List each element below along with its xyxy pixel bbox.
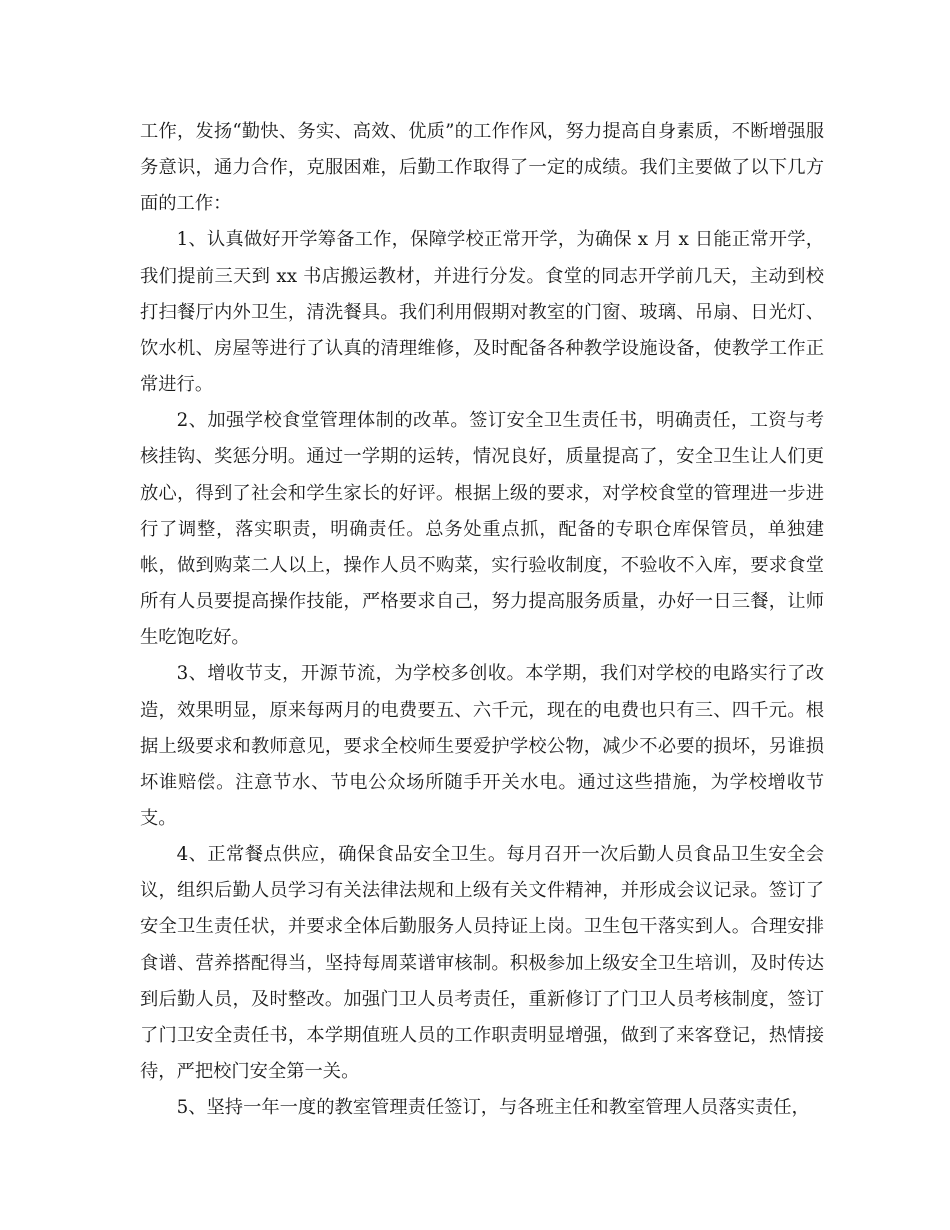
paragraph-intro-continued: 工作，发扬“勤快、务实、高效、优质”的工作作风，努力提高自身素质，不断增强服务意识，通力合作，克服困难，后勤工作取得了一定的成绩。我们主要做了以下几方面的工作： (140, 121, 824, 215)
paragraph-item-1: 1、认真做好开学筹备工作，保障学校正常开学，为确保 x 月 x 日能正常开学，我们提前三天到 xx 书店搬运教材，并进行分发。食堂的同志开学前几天，主动到校打扫餐厅内外卫生，清洗餐具。我们利用假期对教室的门窗、玻璃、吊扇、日光灯、饮水机、房屋等进行了认真的清理维修，及时配备各种教学设施设备，使教学工作正常进行。 (140, 229, 824, 396)
paragraph-item-3: 3、增收节支，开源节流，为学校多创收。本学期，我们对学校的电路实行了改造，效果明显，原来每两月的电费要五、六千元，现在的电费也只有三、四千元。根据上级要求和教师意见，要求全校师生要爱护学校公物，减少不必要的损坏，另谁损坏谁赔偿。注意节水、节电公众场所随手开关水电。通过这些措施，为学校增收节支。 (140, 663, 824, 829)
paragraph-item-4: 4、正常餐点供应，确保食品安全卫生。每月召开一次后勤人员食品卫生安全会议，组织后勤人员学习有关法律法规和上级有关文件精神，并形成会议记录。签订了安全卫生责任状，并要求全体后勤服务人员持证上岗。卫生包干落实到人。合理安排食谱、营养搭配得当，坚持每周菜谱审核制。积极参加上级安全卫生培训，及时传达到后勤人员，及时整改。加强门卫人员考责任，重新修订了门卫人员考核制度，签订了门卫安全责任书，本学期值班人员的工作职责明显增强，做到了来客登记，热情接待，严把校门安全第一关。 (140, 844, 824, 1083)
document-body (140, 114, 824, 1126)
paragraph-item-5: 5、坚持一年一度的教室管理责任签订，与各班主任和教室管理人员落实责任， (176, 1097, 810, 1119)
paragraph-item-2: 2、加强学校食堂管理体制的改革。签订安全卫生责任书，明确责任，工资与考核挂钩、奖惩分明。通过一学期的运转，情况良好，质量提高了，安全卫生让人们更放心，得到了社会和学生家长的好评。根据上级的要求，对学校食堂的管理进一步进行了调整，落实职责，明确责任。总务处重点抓，配备的专职仓库保管员，单独建帐，做到购菜二人以上，操作人员不购菜，实行验收制度，不验收不入库，要求食堂所有人员要提高操作技能，严格要求自己，努力提高服务质量，办好一日三餐，让师生吃饱吃好。 (140, 410, 824, 649)
